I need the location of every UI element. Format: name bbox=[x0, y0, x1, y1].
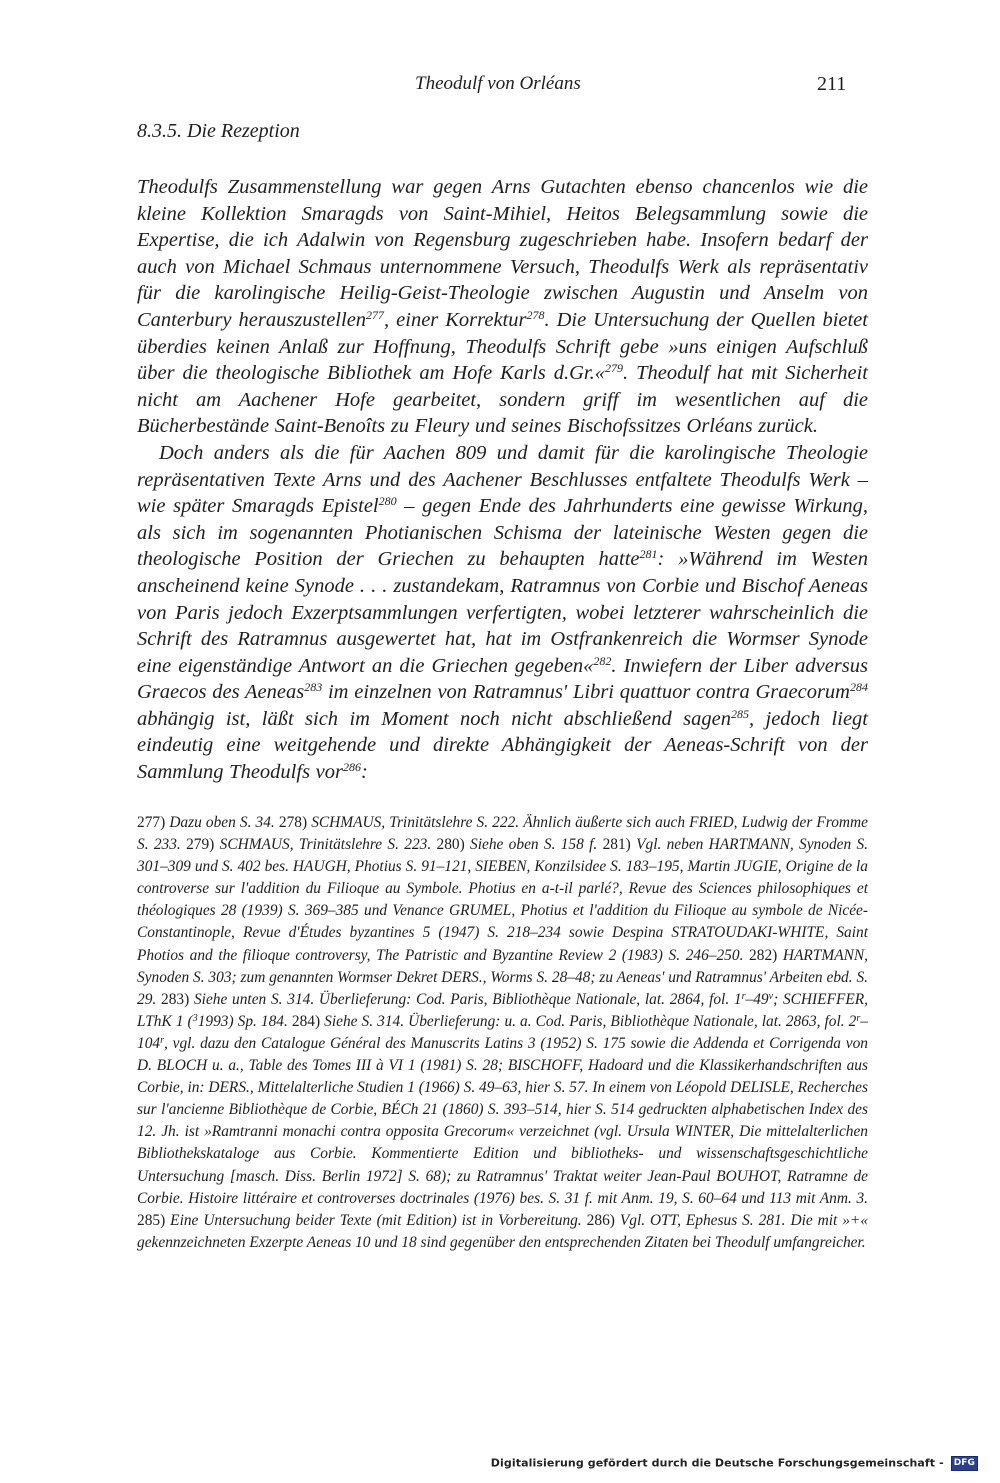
footnote-ref[interactable]: 283 bbox=[304, 680, 323, 695]
footnote-text: Dazu oben S. 34. bbox=[169, 814, 275, 831]
digitization-credit bbox=[491, 1456, 978, 1471]
footnote-label: 279) bbox=[186, 836, 215, 854]
body-paragraph-1 bbox=[137, 174, 868, 440]
footnote-text: Eine Untersuchung beider Texte (mit Edition) ist in Vorbereitung. bbox=[170, 1211, 582, 1229]
running-header bbox=[0, 73, 1000, 101]
footnote-sup: r bbox=[856, 1012, 861, 1024]
footnote-label: 283) bbox=[161, 990, 190, 1008]
footnote-ref[interactable]: 279 bbox=[604, 361, 623, 376]
footnote-ref[interactable]: 281 bbox=[639, 547, 658, 562]
footnote-label: 285) bbox=[137, 1211, 166, 1229]
text-run: : bbox=[361, 761, 368, 784]
footnote-label: 277) bbox=[137, 814, 166, 831]
text-run: abhängig ist, läßt sich im Moment noch nicht abschließend sagen bbox=[137, 707, 731, 730]
footnote-text: SCHMAUS, Trinitätslehre S. 222. Ähnlich äußerte sich auch FRIED, Ludwig der Fromme S. 233. bbox=[137, 814, 868, 854]
footnote-sup: v bbox=[768, 990, 774, 1002]
text-run: . Theodulf hat mit Sicherheit nicht am Aachener Hofe gearbeitet, sondern griff im wesentlichen auf die Bücherbestände Saint-Benoîts zu Fleury und seines Bischofssitzes Orléans zurück. bbox=[137, 362, 868, 438]
footnote-text: Vgl. neben HARTMANN, Synoden S. 301–309 und S. 402 bes. HAUGH, Photius S. 91–121, SIEBEN, Konzilsidee S. 183–195, Martin JUGIE, Origine de la controverse sur l'addition du Filioque au Symbole. Photius en a-t-il parlé?, Revue des Sciences philosophiques et théologiques 28 (1939) S. 369–385 und Venance GRUMEL, Photius et l'addition du Filioque au symbole de Nicée-Constantinople, Revue d'Études byzantines 5 (1947) S. 218–234 sowie Despina STRATOUDAKI-WHITE, Saint Photios and the filioque controversy, The Patristic and Byzantine Review 2 (1983) S. 246–250. bbox=[137, 836, 869, 964]
footnote-text: Siehe oben S. 158 f. bbox=[470, 836, 598, 854]
footnote-ref[interactable]: 277 bbox=[366, 307, 385, 322]
running-title: Theodulf von Orléans bbox=[415, 73, 581, 94]
text-run: Doch anders als die für Aachen 809 und damit für die karolingische Theologie repräsentativen Texte Arns und des Aachener Beschlusses entfaltete Theodulfs Werk – wie später Smaragds Epistel bbox=[137, 441, 868, 518]
footnote-text: –104 bbox=[137, 1012, 868, 1052]
section-heading: 8.3.5. Die Rezeption bbox=[137, 120, 300, 142]
footnote-text: Siehe S. 314. Überlieferung: u. a. Cod. Paris, Bibliothèque Nationale, lat. 2863, fol. 2 bbox=[324, 1012, 857, 1030]
footnote-label: 282) bbox=[749, 946, 778, 964]
dfg-logo: DFG bbox=[951, 1456, 978, 1471]
footnote-text: –49 bbox=[745, 990, 769, 1008]
text-run: – gegen Ende des Jahrhunderts eine gewisse Wirkung, als sich im sogenannten Photianischen Schisma der lateinische Westen gegen die theologische Position der Griechen zu behaupten hatte bbox=[137, 495, 868, 571]
body-text bbox=[137, 174, 868, 786]
footnote-sup: r bbox=[160, 1034, 164, 1046]
footnote-ref[interactable]: 286 bbox=[343, 760, 361, 775]
footnote-ref[interactable]: 278 bbox=[526, 307, 545, 322]
footnote-text: 1993) Sp. 184. bbox=[197, 1012, 288, 1030]
footnote-text: Siehe unten S. 314. Überlieferung: Cod. Paris, Bibliothèque Nationale, lat. 2864, fol. 1 bbox=[193, 990, 742, 1008]
footnote-ref[interactable]: 284 bbox=[850, 680, 868, 695]
footnote-ref[interactable]: 282 bbox=[593, 653, 612, 668]
text-run: , jedoch liegt eindeutig eine weitgehende und direkte Abhängigkeit der Aeneas-Schrift von der Sammlung Theodulfs vor bbox=[137, 707, 868, 784]
credit-text: Digitalisierung gefördert durch die Deutsche Forschungsgemeinschaft - bbox=[490, 1456, 944, 1470]
footnote-text: SCHMAUS, Trinitätslehre S. 223. bbox=[219, 836, 432, 854]
text-run: Theodulfs Zusammenstellung war gegen Arns Gutachten ebenso chancenlos wie die kleine Kollektion Smaragds von Saint-Mihiel, Heitos Belegsammlung sowie die Expertise, die ich Adalwin von Regensburg zugeschrieben habe. Insofern bedarf der auch von Michael Schmaus unternommene Versuch, Theodulfs Werk als repräsentativ für die karolingische Heilig-Geist-Theologie zwischen Augustin und Anselm von Canterbury herauszustellen bbox=[137, 176, 868, 331]
footnote-sup: r bbox=[741, 990, 746, 1002]
footnote-text: ; SCHIEFFER, LThK 1 ( bbox=[137, 990, 869, 1030]
footnote-text: HARTMANN, Synoden S. 303; zum genannten Wormser Dekret DERS., Worms S. 28–48; zu Aeneas' und Ratramnus' Arbeiten ebd. S. 29. bbox=[137, 946, 868, 1008]
footnote-label: 284) bbox=[291, 1012, 321, 1030]
page-number: 211 bbox=[817, 73, 847, 95]
footnote-ref[interactable]: 280 bbox=[378, 494, 397, 509]
footnote-label: 286) bbox=[586, 1211, 615, 1229]
footnote-label: 278) bbox=[278, 814, 308, 831]
footnote-sup: 3 bbox=[192, 1012, 198, 1024]
text-run: , einer Korrektur bbox=[384, 308, 527, 331]
text-run: : »Während im Westen anscheinend keine Synode . . . zustandekam, Ratramnus von Corbie und Bischof Aeneas von Paris jedoch Exzerptsammlungen verfertigten, wobei letzterer wahrscheinlich die Schrift des Ratramnus ausgewertet hat, hat im Ostfrankenreich die Wormser Synode eine eigenständige Antwort an die Griechen gegeben« bbox=[137, 548, 868, 677]
text-run: im einzelnen von Ratramnus' Libri quattuor contra Graecorum bbox=[322, 681, 850, 704]
footnotes bbox=[137, 812, 868, 1254]
footnote-label: 281) bbox=[602, 836, 631, 854]
text-run: . Inwiefern der Liber adversus Graecos des Aeneas bbox=[137, 654, 868, 704]
footnote-text: , vgl. dazu den Catalogue Général des Manuscrits Latins 3 (1952) S. 175 sowie die Addenda et Corrigenda von D. BLOCH u. a., Table des Tomes III à VI 1 (1981) S. 28; BISCHOFF, Hadoard und die Klassikerhandschriften aus Corbie, in: DERS., Mittelalterliche Studien 1 (1966) S. 49–63, hier S. 57. In einem von Léopold DELISLE, Recherches sur l'ancienne Bibliothèque de Corbie, BÉCh 21 (1860) S. 393–514, hier S. 514 gedruckten alphabetischen Index des 12. Jh. ist »Ramtranni monachi contra opposita Grecorum« verzeichnet (vgl. Ursula WINTER, Die mittelalterlichen Bibliothekskataloge aus Corbie. Kommentierte Edition und bibliotheks- und wissenschaftsgeschichtliche Untersuchung [masch. Diss. Berlin 1972] S. 68); zu Ratramnus' Traktat weiter Jean-Paul BOUHOT, Ratramne de Corbie. Histoire littéraire et controverses doctrinales (1976) bes. S. 31 f. mit Anm. 19, S. 60–64 und 113 mit Anm. 3. bbox=[137, 1034, 868, 1207]
text-run: . Die Untersuchung der Quellen bietet überdies keinen Anlaß zur Hoffnung, Theodulfs Schrift gebe »uns einigen Aufschluß über die theologische Bibliothek am Hofe Karls d.Gr.« bbox=[137, 308, 868, 385]
footnote-text: Vgl. OTT, Ephesus S. 281. Die mit »+« gekennzeichneten Exzerpte Aeneas 10 und 18 sind gegenüber den entsprechenden Zitaten bei Theodulf umfangreicher. bbox=[137, 1211, 869, 1251]
body-paragraph-2 bbox=[137, 440, 868, 786]
footnote-label: 280) bbox=[436, 836, 465, 854]
footnote-ref[interactable]: 285 bbox=[730, 706, 749, 721]
